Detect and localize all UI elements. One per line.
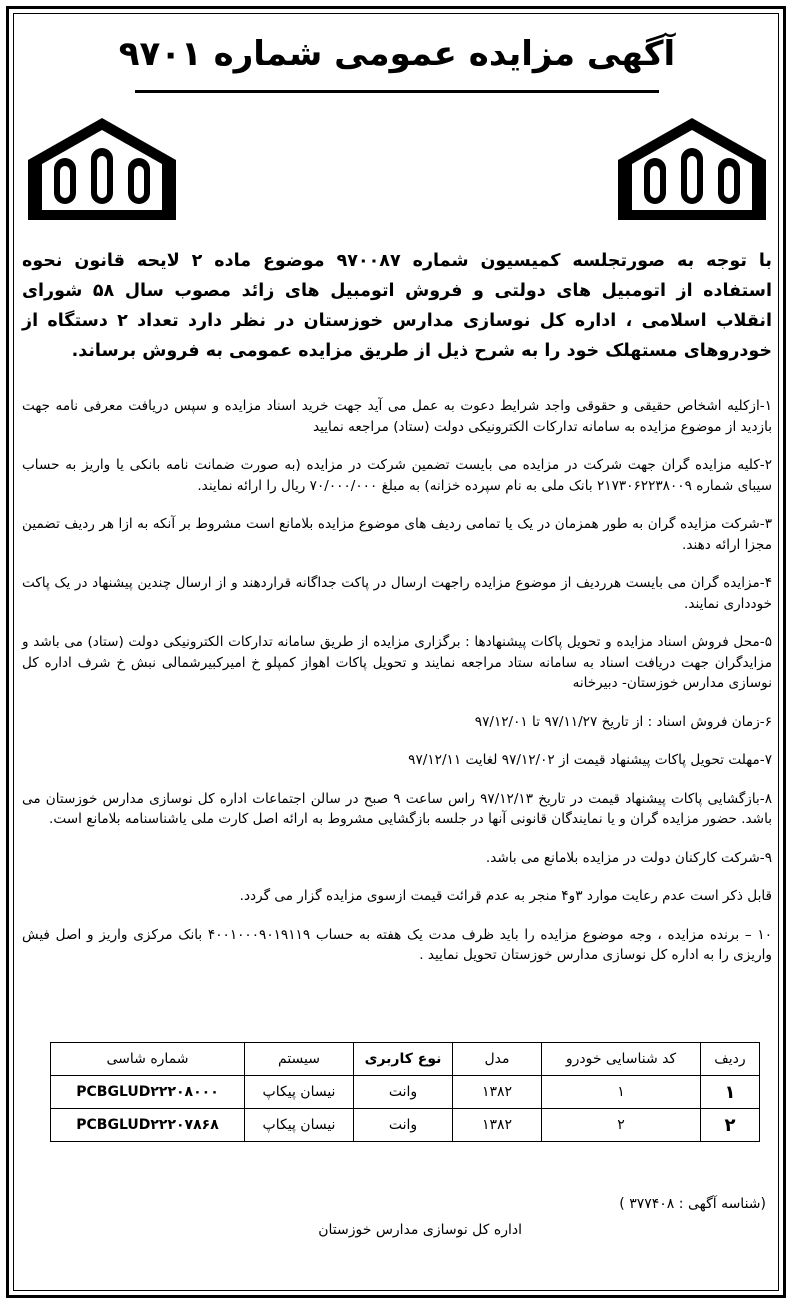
cell-row-number: ۲: [701, 1109, 760, 1142]
emblem-logo-right: [608, 108, 776, 228]
condition-item: ۲-کلیه مزایده گران جهت شرکت در مزایده می بایست تضمین شرکت در مزایده (به صورت ضمانت نامه بانکی یا واریز به حساب سیبای شماره ۲۱۷۳۰۶۲۲۳۸۰۰۹ بانک ملی به نام سپرده خزانه) به مبلغ ۷۰/۰۰۰/۰۰۰ ریال را ارائه نمایند.: [22, 457, 772, 494]
condition-item: ۱-ازکلیه اشخاص حقیقی و حقوقی واجد شرایط دعوت به عمل می آید جهت خرید اسناد مزایده و سپس دریافت معرفی نامه جهت بازدید از موضوع مزایده به سامانه تدارکات الکترونیکی دولت (ستاد) مراجعه نمایید: [22, 398, 772, 435]
column-header-chassis-number: شماره شاسی: [51, 1043, 245, 1076]
cell-usage-type: وانت: [354, 1109, 453, 1142]
cell-model: ۱۳۸۲: [453, 1076, 542, 1109]
signature-office: اداره کل نوسازی مدارس خوزستان: [318, 1222, 522, 1238]
conditions-list: [22, 396, 772, 966]
condition-item: ۵-محل فروش اسناد مزایده و تحویل پاکات پیشنهادها : برگزاری مزایده از طریق سامانه تدارکات الکترونیکی دولت (ستاد) می باشد و مزایدگران جهت دریافت اسناد به سامانه ستاد مراجعه نمایند و تحویل پاکات اهواز کمپلو خ امیرکبیرشمالی نبش خ شرف اداره کل نوسازی مدارس خوزستان- دبیرخانه: [22, 634, 772, 691]
vehicles-table: [50, 1042, 760, 1142]
cell-model: ۱۳۸۲: [453, 1109, 542, 1142]
cell-vehicle-id: ۱: [542, 1076, 701, 1109]
cell-system: نیسان پیکاپ: [245, 1076, 354, 1109]
title-underline: [135, 90, 659, 93]
condition-item: ۹-شرکت کارکنان دولت در مزایده بلامانع می باشد.: [485, 849, 772, 866]
condition-note: قابل ذکر است عدم رعایت موارد ۳و۴ منجر به عدم قرائت قیمت ازسوی مزایده گزار می گردد.: [239, 888, 772, 904]
cell-usage-type: وانت: [354, 1076, 453, 1109]
condition-item: ۳-شرکت مزایده گران به طور همزمان در یک یا تمامی ردیف های موضوع مزایده بلامانع است مشروط بر آنکه به ازا هر ردیف تضمین مجزا ارائه دهند.: [22, 516, 772, 553]
page-title: آگهی مزایده عمومی شماره ۹۷۰۱: [118, 34, 676, 74]
table-header-row: [51, 1043, 760, 1076]
intro-paragraph: با توجه به صورتجلسه کمیسیون شماره ۹۷۰۰۸۷ موضوع ماده ۲ لایحه قانون نحوه استفاده از اتومبیل های دولتی و فروش اتومبیل های زائد مصوب سال ۵۸ شورای انقلاب اسلامی ، اداره کل نوسازی مدارس خوزستان در نظر دارد تعداد ۲ دستگاه از خودروهای مستهلک خود را به شرح ذیل از طریق مزایده عمومی به فروش برساند.: [22, 251, 772, 361]
condition-item: ۱۰ – برنده مزایده ، وجه موضوع مزایده را باید ظرف مدت یک هفته به حساب ۴۰۰۱۰۰۰۹۰۱۹۱۱۹ بانک مرکزی واریز و اصل فیش واریزی را به اداره کل نوسازی مدارس خوزستان تحویل نمایید .: [22, 926, 772, 963]
condition-item: ۶-زمان فروش اسناد : از تاریخ ۹۷/۱۱/۲۷ تا ۹۷/۱۲/۰۱: [474, 713, 772, 730]
condition-item: ۴-مزایده گران می بایست هرردیف از موضوع مزایده راجهت ارسال در پاکت جداگانه قراردهند و از ارسال چندین پیشنهاد در یک پاکت خودداری نمایند.: [22, 575, 772, 612]
condition-item: ۸-بازگشایی پاکات پیشنهاد قیمت در تاریخ ۹۷/۱۲/۱۳ راس ساعت ۹ صبح در سالن اجتماعات اداره کل نوسازی مدارس خوزستان می باشد. حضور مزایده گران و یا نمایندگان قانونی آنها در جلسه بازگشایی مشروط به ارائه اصل کارت ملی یاشناسنامه بلامانع است.: [22, 790, 773, 827]
column-header-usage-type: نوع کاربری: [354, 1043, 453, 1076]
table-row: [51, 1076, 760, 1109]
cell-row-number: ۱: [701, 1076, 760, 1109]
emblem-logo-left: [18, 108, 186, 228]
column-header-row-number: ردیف: [701, 1043, 760, 1076]
column-header-model: مدل: [453, 1043, 542, 1076]
cell-vehicle-id: ۲: [542, 1109, 701, 1142]
ad-id: (شناسه آگهی : ۳۷۷۴۰۸ ): [619, 1196, 766, 1212]
column-header-vehicle-id: کد شناسایی خودرو: [542, 1043, 701, 1076]
cell-chassis-number: PCBGLUD۲۲۲۰۸۰۰۰: [51, 1076, 245, 1109]
cell-system: نیسان پیکاپ: [245, 1109, 354, 1142]
column-header-system: سیستم: [245, 1043, 354, 1076]
table-row: [51, 1109, 760, 1142]
cell-chassis-number: PCBGLUD۲۲۲۰۷۸۶۸: [51, 1109, 245, 1142]
condition-item: ۷-مهلت تحویل پاکات پیشنهاد قیمت از ۹۷/۱۲/۰۲ لغایت ۹۷/۱۲/۱۱: [408, 752, 772, 768]
